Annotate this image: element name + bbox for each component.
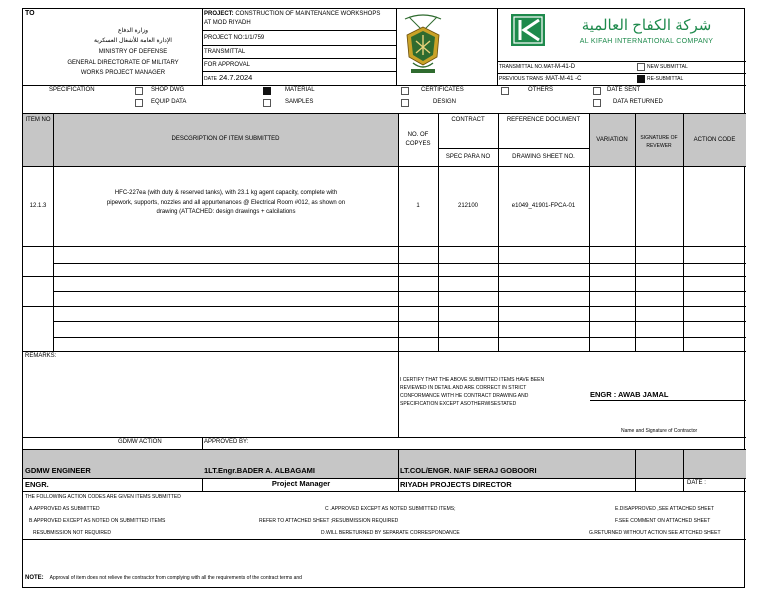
variation-header: VARIATION [596,137,628,143]
samples-label: SAMPLES [285,99,314,105]
new-submittal-label: NEW SUBMITTAL [647,64,688,70]
certification-statement: I CERTIFY THAT THE ABOVE SUBMITTED ITEMS HAVE BEEN REVIEWED IN DETAIL AND ARE CORRECT IN STRICT CONFORMANCE WITH HE CONTRACT DRAWING AND SPECIFICATION EXCEPT ASOTHERWISESTATED [400,377,545,407]
row-item-no: 12.1.3 [29,203,47,209]
design-checkbox[interactable] [401,99,409,107]
code-g: G.RETURNED WITHOUT ACTION SEE ATTCHED SHEET [589,530,721,536]
action-codes-intro: THE FOLLOWING ACTION CODES ARE GIVEN ITEMS SUBMITTED [25,494,181,500]
approved-by-label: APPROVED BY: [204,439,249,445]
code-c-refer: REFER TO ATTACHED SHEET ;RESUBMISSION REQUIRED [259,518,399,524]
org-arabic-line-1: وزارة الدفاع [117,28,149,34]
transmittal-number: TRANSMITTAL NO.MAT-M-41-D [499,64,576,70]
director-title: RIYADH PROJECTS DIRECTOR [400,480,512,489]
certificates-label: CERTIFICATES [421,87,464,93]
date-field: DATE 24.7.2024 [204,73,253,82]
gdmw-action-label: GDMW ACTION [118,439,162,445]
description-header: DESCGRIPTION OF ITEM SUBMITTED [171,136,280,142]
engr-label: ENGR. [25,480,49,489]
certificates-checkbox[interactable] [401,87,409,95]
code-a: A.APPROVED AS SUBMITTED [29,506,100,512]
data-returned-checkbox[interactable] [593,99,601,107]
transmittal-label: TRANSMITTAL [204,49,246,55]
code-e: E.DISAPPROVED ,SEE ATTACHED SHEET [615,506,715,512]
code-b: B.APPROVED EXCEPT AS NOTED ON SUBMITTED ITEMS [29,518,166,524]
date-sent-checkbox[interactable] [593,87,601,95]
contract-header: CONTRACT [451,117,485,123]
item-no-header: ITEM NO [25,117,51,123]
row-description: HFC-227ea (with duty & reserved tanks), with 23.1 kg agent capacity, complete with pipework, supports, nozzles and all appurtenances @ Electrical Room #012, as shown on drawing (ATTACHED: design drawings + calcilations [106,190,346,215]
org-line-3: WORKS PROJECT MANAGER [80,70,166,76]
others-checkbox[interactable] [501,87,509,95]
re-submittal-label: RE-SUBMITTAL [647,76,684,82]
code-c: C .APPROVED EXCEPT AS NOTED SUBMITTED ITEMS; [325,506,456,512]
equip-data-label: EQUIP DATA [151,99,187,105]
material-checkbox[interactable] [263,87,271,95]
for-approval-label: FOR APPROVAL [204,62,250,68]
approver-name: 1LT.Engr.BADER A. ALBAGAMI [204,466,315,475]
org-line-2: GENERAL DIRECTORATE OF MILITARY [67,60,179,66]
material-label: MATERIAL [285,87,315,93]
saudi-emblem-icon [399,13,447,77]
project-location: AT MOD RIYADH [204,20,251,26]
others-label: OTHERS [528,87,554,93]
code-f: F.SEE COMMENT ON ATTACHED SHEET [615,518,711,524]
project-title: PROJECT: CONSTRUCTION OF MAINTENANCE WORKSHOPS [204,11,381,17]
row-drawing-sheet: e1049_41901-FPCA-01 [511,203,576,209]
reference-document-header: REFERENCE DOCUMENT [506,117,581,123]
samples-checkbox[interactable] [263,99,271,107]
company-name-english: AL KIFAH INTERNATIONAL COMPANY [579,38,714,45]
row-spec-para: 212100 [457,203,479,209]
code-b-resubmission: RESUBMISSION NOT REQUIRED [33,530,111,536]
org-arabic-line-2: الإدارة العامة للأشغال العسكرية [94,38,172,44]
new-submittal-checkbox[interactable] [637,63,645,71]
kifah-logo-icon [511,14,545,46]
re-submittal-checkbox[interactable] [637,75,645,83]
action-code-header: ACTION CODE [693,137,736,143]
shop-dwg-checkbox[interactable] [135,87,143,95]
remarks-label: REMARKS: [25,353,57,359]
note: NOTE: Approval of item does not relieve the contractor from complying with all the requirements of the contract terms and [25,575,302,581]
code-d: D.WILL BERETURNED BY SEPARATE CORRESPONDANCE [321,530,460,536]
spec-para-header: SPEC PARA NO [445,154,491,160]
approval-date-label: DATE : [687,480,706,486]
signature-reviewer-header: SIGNATURE OF REVEWER [640,135,678,149]
to-label: TO [25,10,35,17]
gdmw-engineer-label: GDMW ENGINEER [25,466,91,475]
previous-transmittal: PREVIOUS TRANS :MAT-M-41 -C [499,76,582,82]
org-line-1: MINISTRY OF DEFENSE [98,49,168,55]
contractor-engineer-name: ENGR : AWAB JAMAL [590,390,669,399]
approver-title: Project Manager [271,479,331,488]
drawing-sheet-header: DRAWING SHEET NO. [512,154,575,160]
submittal-form [22,8,745,588]
contractor-signature-caption: Name and Signature of Contractor [621,428,698,434]
data-returned-label: DATA RETURNED [613,99,663,105]
equip-data-checkbox[interactable] [135,99,143,107]
row-copies: 1 [416,203,420,209]
specification-label: SPECIFICATION [49,87,95,93]
company-name-arabic: شركة الكفاح العالمية [581,17,712,34]
director-name: LT.COL/ENGR. NAIF SERAJ GOBOORI [400,466,537,475]
copies-header: NO. OF COPYES [405,132,431,147]
project-number: PROJECT NO:1/1/759 [204,35,265,41]
shop-dwg-label: SHOP DWG [151,87,185,93]
design-label: DESIGN [433,99,457,105]
date-sent-label: DATE SENT [607,87,641,93]
